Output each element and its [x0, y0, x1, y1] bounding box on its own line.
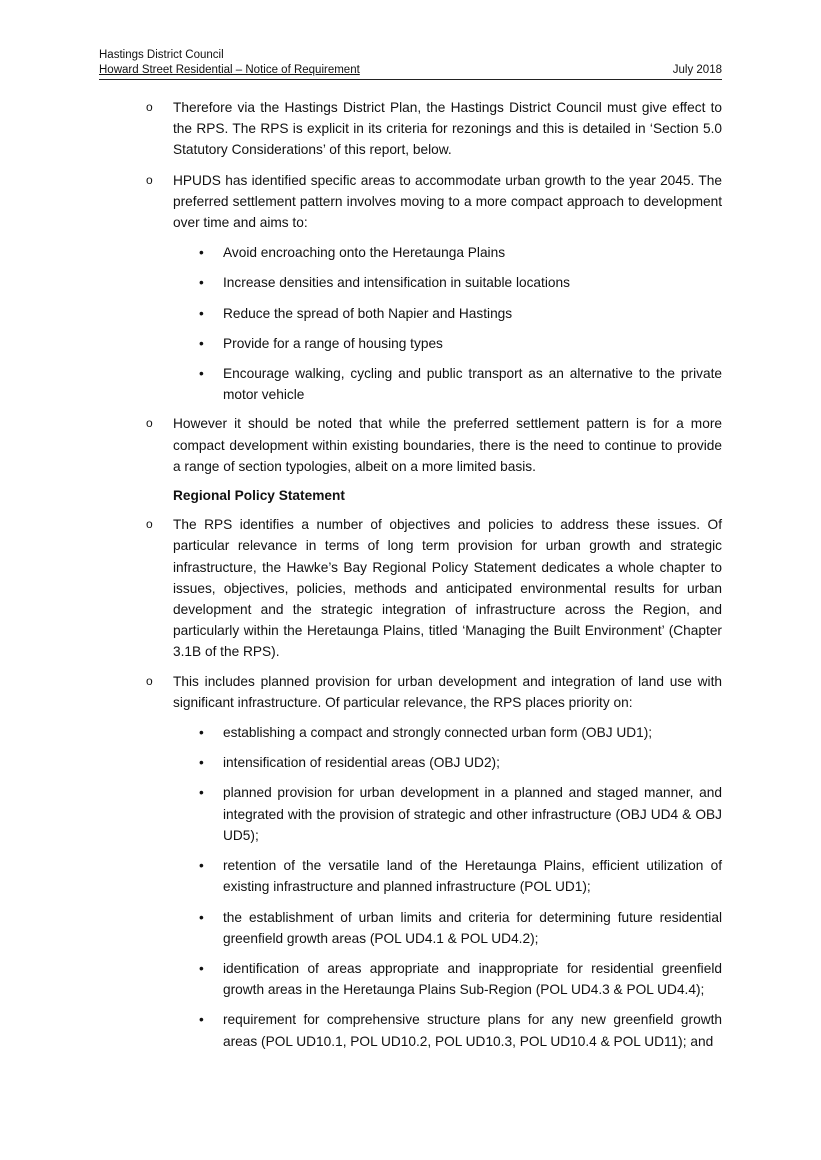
- paragraph-text: HPUDS has identified specific areas to accommodate urban growth to the year 2045. The preferred settlement pattern involves moving to a more compact approach to development over time and aims to:: [173, 172, 722, 231]
- list-item-text: Increase densities and intensification in suitable locations: [223, 275, 570, 291]
- list-item: [173, 363, 722, 405]
- subheading-regional-policy-statement: Regional Policy Statement: [173, 488, 345, 504]
- list-item-text: Provide for a range of housing types: [223, 335, 443, 351]
- list-item: [173, 242, 722, 263]
- list-item-text: establishing a compact and strongly connected urban form (OBJ UD1);: [223, 725, 653, 741]
- list-item: [173, 752, 722, 773]
- bullet-dot-icon: •: [199, 366, 204, 382]
- list-item-text: requirement for comprehensive structure plans for any new greenfield growth areas (POL UD10.1, POL UD10.2, POL UD10.3, POL UD10.4 & POL UD11); and: [223, 1012, 722, 1049]
- bullet-dot-icon: •: [199, 785, 204, 801]
- bullet-dot-icon: •: [199, 275, 204, 291]
- bullet-dot-icon: •: [199, 755, 204, 771]
- paragraph-rps-objectives: [99, 514, 722, 662]
- rps-priorities-list: [173, 722, 722, 1052]
- bullet-dot-icon: •: [199, 725, 204, 741]
- list-item-text: Avoid encroaching onto the Heretaunga Plains: [223, 245, 506, 261]
- bullet-dot-icon: •: [199, 305, 204, 321]
- paragraph-text: The RPS identifies a number of objectives and policies to address these issues. Of particular relevance in terms of long term provision for urban growth and strategic infrastructure, the Hawke’s Bay Regional Policy Statement dedicates a whole chapter to issues, objectives, policies, methods and anticipated environmental results for urban development and the strategic integration of infrastructure across the Region, and particularly within the Heretaunga Plains, titled ‘Managing the Built Environment’ (Chapter 3.1B of the RPS).: [173, 517, 722, 660]
- page-header: [99, 48, 722, 80]
- circle-bullet-icon: o: [146, 517, 153, 532]
- bullet-dot-icon: •: [199, 909, 204, 925]
- circle-bullet-icon: o: [146, 172, 153, 187]
- header-organisation: Hastings District Council: [99, 49, 224, 61]
- bullet-dot-icon: •: [199, 1012, 204, 1028]
- list-item: [173, 303, 722, 324]
- paragraph-rps-effect: [99, 97, 722, 161]
- paragraph-hpuds: [99, 170, 722, 406]
- document-body: [99, 97, 722, 1052]
- list-item: [173, 958, 722, 1000]
- list-item-text: retention of the versatile land of the Heretaunga Plains, efficient utilization of existing infrastructure and planned infrastructure (POL UD1);: [223, 858, 722, 895]
- list-item-text: intensification of residential areas (OBJ UD2);: [223, 755, 500, 771]
- bullet-dot-icon: •: [199, 960, 204, 976]
- list-item-text: identification of areas appropriate and inappropriate for residential greenfield growth areas in the Heretaunga Plains Sub-Region (POL UD4.3 & POL UD4.4);: [223, 960, 722, 998]
- list-item: [173, 272, 722, 293]
- paragraph-rps-priorities: [99, 671, 722, 1052]
- list-item: [173, 907, 722, 949]
- list-item-text: the establishment of urban limits and criteria for determining future residential greenfield growth areas (POL UD4.1 & POL UD4.2);: [223, 909, 722, 946]
- header-row: [99, 63, 722, 80]
- header-date: July 2018: [672, 64, 722, 76]
- list-item-text: Reduce the spread of both Napier and Hastings: [223, 305, 513, 321]
- list-item-text: Encourage walking, cycling and public transport as an alternative to the private motor vehicle: [223, 366, 722, 403]
- list-item: [173, 1009, 722, 1051]
- hpuds-aims-list: [173, 242, 722, 405]
- list-item: [173, 722, 722, 743]
- circle-bullet-icon: o: [146, 673, 153, 688]
- circle-bullet-icon: o: [146, 100, 153, 114]
- circle-bullet-icon: o: [146, 416, 153, 431]
- list-item: [173, 333, 722, 354]
- list-item-text: planned provision for urban development in a planned and staged manner, and integrated with the provision of strategic and other infrastructure (OBJ UD4 & OBJ UD5);: [223, 785, 722, 843]
- bullet-dot-icon: •: [199, 858, 204, 874]
- paragraph-text: This includes planned provision for urban development and integration of land use with significant infrastructure. Of particular relevance, the RPS places priority on:: [173, 673, 722, 710]
- paragraph-section-typologies: [99, 413, 722, 477]
- paragraph-text: Therefore via the Hastings District Plan, the Hastings District Council must give effect to the RPS. The RPS is explicit in its criteria for rezonings and this is detailed in ‘Section 5.0 Statutory Considerations’ of this report, below.: [173, 100, 722, 158]
- bullet-dot-icon: •: [199, 335, 204, 351]
- list-item: [173, 782, 722, 846]
- paragraph-text: However it should be noted that while the preferred settlement pattern is for a more compact development within existing boundaries, there is the need to continue to provide a range of section typologies, albeit on a more limited basis.: [173, 416, 722, 474]
- bullet-dot-icon: •: [199, 245, 204, 261]
- header-document-title: Howard Street Residential – Notice of Requirement: [99, 64, 360, 76]
- list-item: [173, 855, 722, 897]
